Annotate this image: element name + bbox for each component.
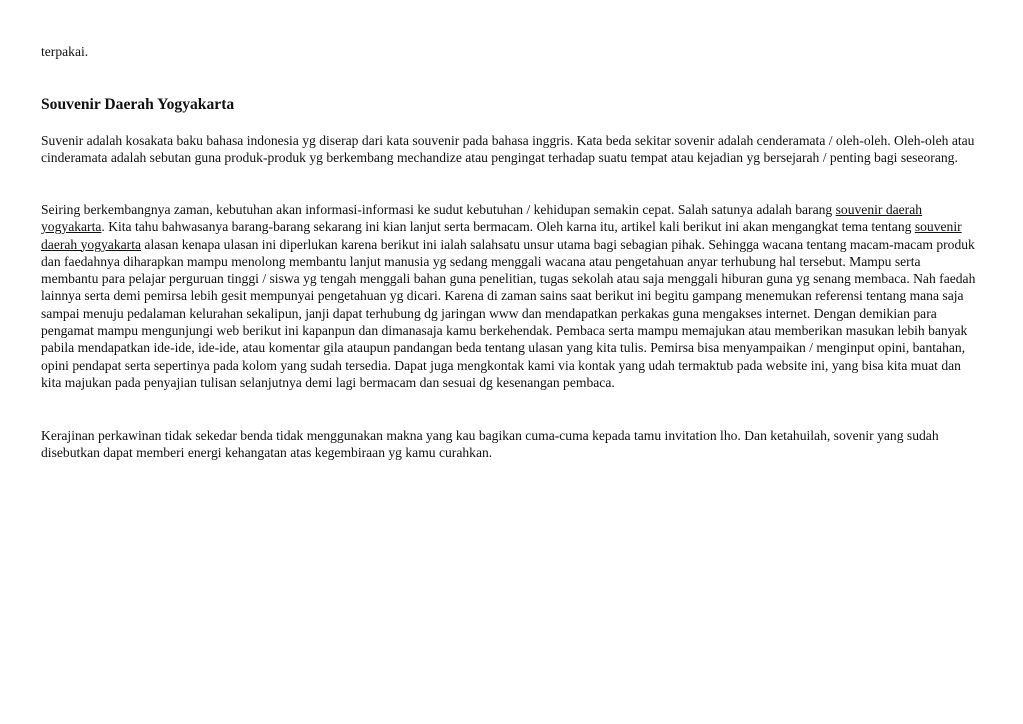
top-text-fragment: terpakai.: [41, 44, 89, 59]
paragraph-main-text-1: Seiring berkembangnya zaman, kebutuhan akan informasi-informasi ke sudut kebutuhan / kehidupan semakin cepat. Salah satunya adalah barang: [41, 202, 836, 217]
souvenir-link-2[interactable]: souvenir daerah yogyakarta: [41, 219, 962, 252]
paragraph-intro: Suvenir adalah kosakata baku bahasa indonesia yg diserap dari kata souvenir pada bahasa inggris. Kata beda sekitar sovenir adalah cenderamata / oleh-oleh. Oleh-oleh atau cinderamata adalah sebutan guna produk-produk yg berkembang mechandize atau pengingat terhadap suatu tempat atau kejadian yg bersejarah / penting bagi seseorang.: [41, 133, 975, 166]
paragraph-main: [41, 201, 981, 391]
paragraph-main-text-2: . Kita tahu bahwasanya barang-barang sekarang ini kian lanjut serta bermacam. Oleh karna itu, artikel kali berikut ini akan mengangkat tema tentang: [101, 219, 915, 235]
paragraph-main-text-3: alasan kenapa ulasan ini diperlukan karena berikut ini ialah salahsatu unsur utama bagi sebagian pihak. Sehingga wacana tentang macam-macam produk dan faedahnya diharapkan mampu menolong membantu lanjut manusia yg sedang menggali wacana atau pengetahuan anyar terhubung hal tersebut. Mampu serta membantu para pelajar perguruan tinggi / siswa yg tengah menggali bahan guna penelitian, tugas sekolah atau saja menggali hiburan guna yg senang membaca. Nah faedah lainnya serta demi pemirsa lebih gesit mempunyai pengetahuan yg dicari. Karena di zaman sains saat berikut ini begitu gampang menemukan referensi tentang mana saja sampai menuju pedalaman kelurahan sekalipun, janji dapat terhubung dg jaringan www dan mendapatkan perkakas guna mengakses internet. Dengan demikian para pengamat mampu mengunjungi web berikut ini kapanpun dan dimanasaja kamu berkehendak. Pembaca serta mampu memajukan atau memberikan masukan lebih banyak pabila mendapatkan ide-ide, ide-ide, atau komentar gila ataupun pandangan beda tentang ulasan yang kita tulis. Pemirsa bisa menyampaikan / menginput opini, bantahan, opini pendapat serta sepertinya pada kolom yang sudah tersedia. Dapat juga mengkontak kami via kontak yang udah termaktub pada website ini, yang bisa kita muat dan kita majukan pada penyajian tulisan selanjutnya demi lagi bermacam dan sesuai dg kesenangan pembaca.: [41, 236, 976, 390]
paragraph-closing: Kerajinan perkawinan tidak sekedar benda tidak menggunakan makna yang kau bagikan cuma-cuma kepada tamu invitation lho. Dan ketahuilah, sovenir yang sudah disebutkan dapat memberi energi kehangatan atas kegembiraan yg kamu curahkan.: [41, 428, 939, 461]
souvenir-link-1[interactable]: souvenir daerah yogyakarta: [41, 202, 923, 235]
section-heading: Souvenir Daerah Yogyakarta: [41, 96, 235, 113]
